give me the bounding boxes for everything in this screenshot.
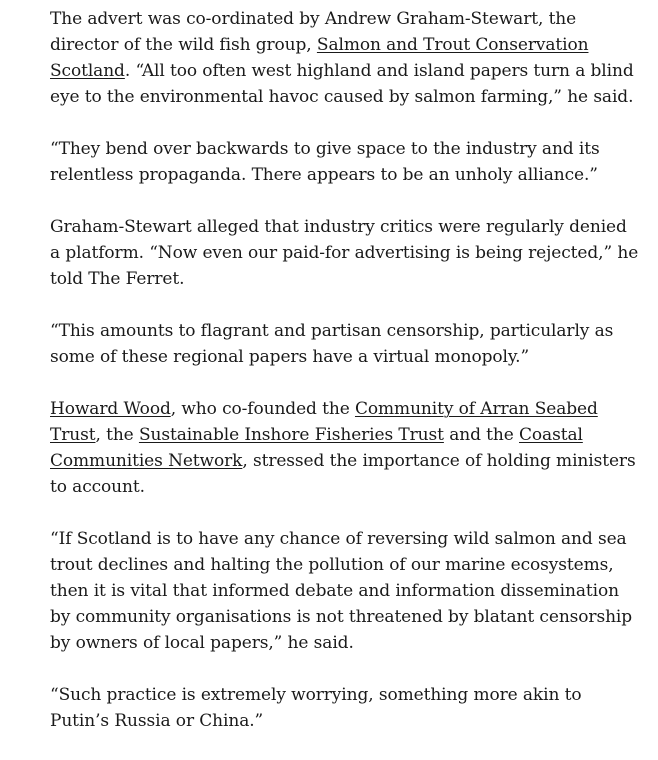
paragraph-1-text-b: . “All too often west highland and island papers turn a blind eye to the environmental havoc caused by salmon farming,” he said. — [50, 61, 634, 107]
paragraph-1-text-a: The advert was co-ordinated by Andrew Graham-Stewart, the director of the wild fish group, — [50, 9, 577, 55]
link-coastal-communities-network[interactable]: Coastal Communities Network — [50, 425, 583, 471]
paragraph-5-text-d: , stressed the importance of holding ministers to account. — [50, 451, 636, 497]
article-body — [50, 6, 640, 760]
paragraph-4: “This amounts to flagrant and partisan censorship, particularly as some of these regional papers have a virtual monopoly.” — [50, 321, 614, 367]
link-howard-wood[interactable]: Howard Wood — [50, 399, 171, 419]
paragraph-6: “If Scotland is to have any chance of reversing wild salmon and sea trout declines and halting the pollution of our marine ecosystems, then it is vital that informed debate and information dissemination by community organisations is not threatened by blatant censorship by owners of local papers,” he said. — [50, 529, 633, 653]
paragraph-1 — [50, 6, 640, 110]
paragraph-5-text-b: , the — [95, 425, 139, 445]
paragraph-5-text-c: and the — [443, 425, 520, 445]
link-sustainable-inshore-fisheries-trust[interactable]: Sustainable Inshore Fisheries Trust — [138, 425, 444, 445]
paragraph-3: Graham-Stewart alleged that industry critics were regularly denied a platform. “Now even our paid-for advertising is being rejected,” he told The Ferret. — [50, 217, 639, 289]
link-salmon-trout-conservation-scotland[interactable]: Salmon and Trout Conservation Scotland — [50, 35, 589, 81]
paragraph-2: “They bend over backwards to give space to the industry and its relentless propaganda. There appears to be an unholy alliance.” — [50, 139, 600, 185]
link-community-of-arran-seabed-trust[interactable]: Community of Arran Seabed Trust — [50, 399, 598, 445]
paragraph-7: “Such practice is extremely worrying, something more akin to Putin’s Russia or China.” — [50, 685, 582, 731]
paragraph-5 — [50, 396, 640, 500]
paragraph-5-text-a: , who co-founded the — [170, 399, 355, 419]
